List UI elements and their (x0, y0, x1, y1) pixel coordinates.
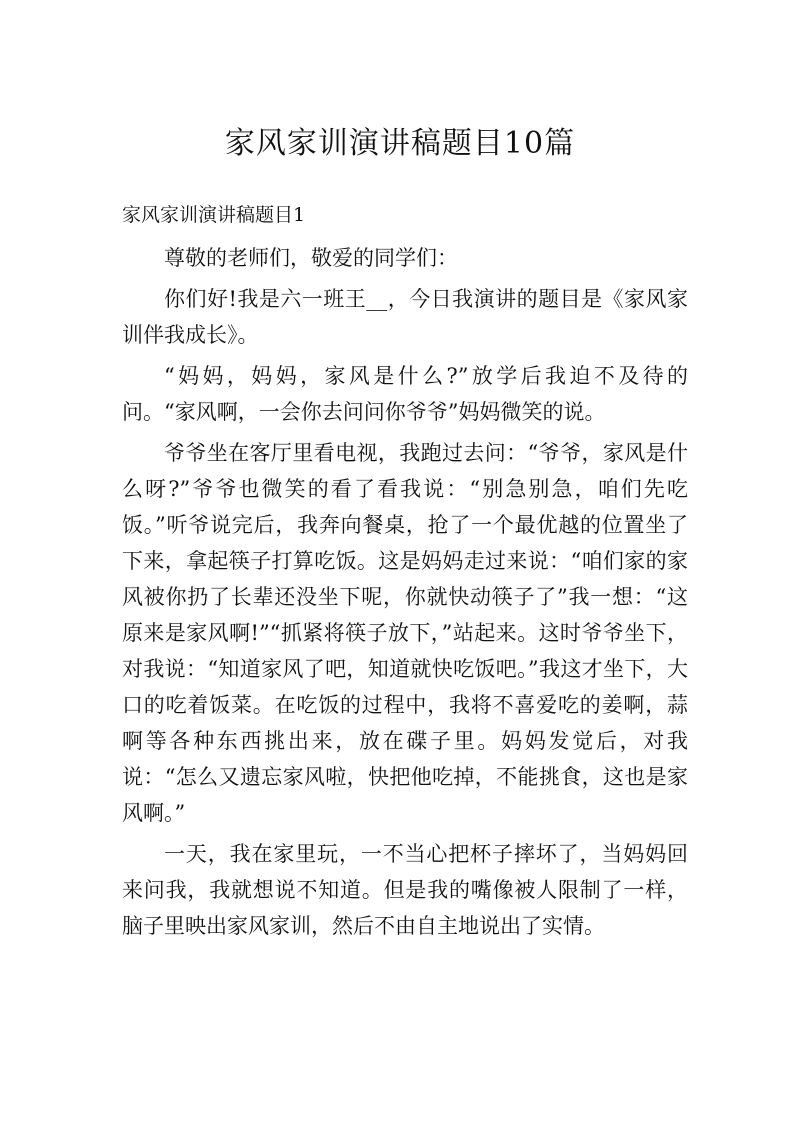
paragraph-question: “妈妈，妈妈，家风是什么?”放学后我迫不及待的问。“家风啊，一会你去问问你爷爷”妈妈微笑的说。 (122, 364, 688, 424)
section-heading: 家风家训演讲稿题目1 (122, 204, 306, 226)
document-title: 家风家训演讲稿题目10篇 (224, 126, 576, 161)
paragraph-dinner-story: 爷爷坐在客厅里看电视，我跑过去问：“爷爷，家风是什么呀?”爷爷也微笑的看了看我说：“别急别急，咱们先吃饭。”听爷说完后，我奔向餐桌，抢了一个最优越的位置坐了下来，拿起筷子打算吃饭。这是妈妈走过来说：“咱们家的家风被你扔了长辈还没坐下呢，你就快动筷子了”我一想：“这原来是家风啊!”“抓紧将筷子放下，”站起来。这时爷爷坐下，对我说：“知道家风了吧，知道就快吃饭吧。”我这才坐下，大口的吃着饭菜。在吃饭的过程中，我将不喜爱吃的姜啊，蒜啊等各种东西挑出来，放在碟子里。妈妈发觉后，对我说：“怎么又遗忘家风啦，快把他吃掉，不能挑食，这也是家风啊。” (122, 441, 688, 825)
paragraph-broken-cup: 一天，我在家里玩，一不当心把杯子摔坏了，当妈妈回来问我，我就想说不知道。但是我的嘴像被人限制了一样，脑子里映出家风家训，然后不由自主地说出了实情。 (122, 842, 688, 938)
document-body (122, 240, 688, 949)
paragraph-intro: 你们好!我是六一班王__，今日我演讲的题目是《家风家训伴我成长》。 (122, 287, 688, 347)
paragraph-greeting: 尊敬的老师们，敬爱的同学们： (164, 246, 458, 270)
